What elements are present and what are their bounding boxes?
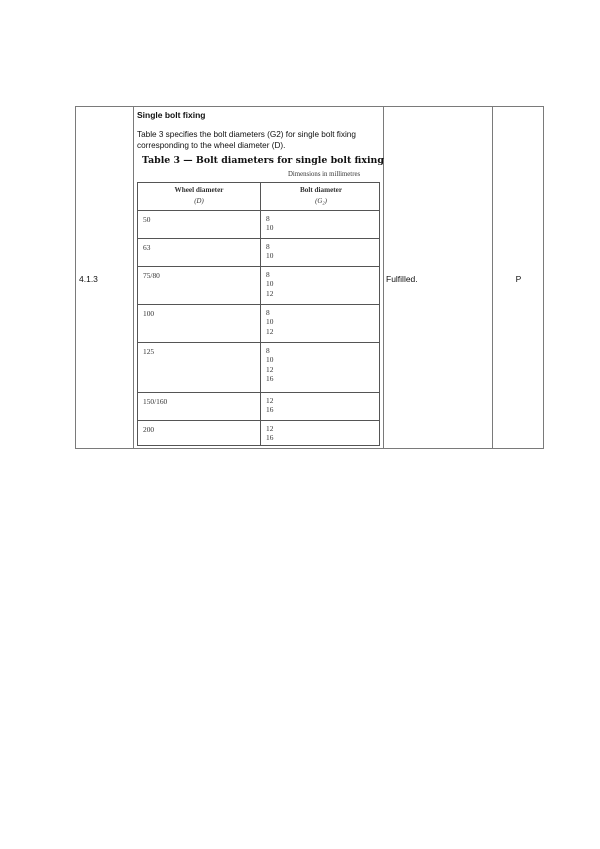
verdict-cell xyxy=(493,107,544,448)
wheel-diameter-symbol: (D) xyxy=(194,198,204,205)
standard-table-units: Dimensions in millimetres xyxy=(288,171,361,178)
bolt-diameter-values: 12 16 xyxy=(266,396,274,415)
clause-cell xyxy=(76,107,134,448)
result-text: Fulfilled. xyxy=(386,274,418,284)
bolt-diameter-header: Bolt diameter xyxy=(299,186,343,194)
table-divider xyxy=(260,183,261,445)
wheel-diameter-value: 200 xyxy=(143,425,155,434)
standard-table-caption: Table 3 — Bolt diameters for single bolt fixing xyxy=(142,155,384,166)
clause-number: 4.1.3 xyxy=(79,274,98,284)
bolt-diameter-values: 8 10 xyxy=(266,242,274,261)
requirement-cell xyxy=(134,107,384,448)
requirement-text: Table 3 specifies the bolt diameters (G2) for single bolt fixing corresponding to the wheel diameter (D). xyxy=(137,130,356,150)
wheel-diameter-value: 100 xyxy=(143,309,155,318)
verdict-text: P xyxy=(515,274,522,284)
table-row xyxy=(138,266,379,298)
bolt-diameter-values: 8 10 12 xyxy=(266,308,274,336)
requirement-title: Single bolt fixing xyxy=(137,110,206,120)
bolt-diameter-values: 8 10 12 xyxy=(266,270,274,298)
table-row xyxy=(138,420,379,443)
wheel-diameter-value: 75/80 xyxy=(143,271,160,280)
table-row xyxy=(138,304,379,336)
bolt-diameter-symbol: (G₂) xyxy=(315,198,327,205)
wheel-diameter-header: Wheel diameter xyxy=(174,186,224,194)
table-row xyxy=(138,392,379,415)
table-row xyxy=(138,238,379,261)
table-row xyxy=(138,210,379,233)
table-row xyxy=(138,342,379,383)
result-cell xyxy=(384,107,493,448)
test-report-table xyxy=(75,106,544,449)
bolt-diameter-values: 8 10 12 16 xyxy=(266,346,274,383)
wheel-diameter-value: 63 xyxy=(143,243,151,252)
bolt-diameter-values: 8 10 xyxy=(266,214,274,233)
wheel-diameter-value: 50 xyxy=(143,215,151,224)
wheel-diameter-value: 150/160 xyxy=(143,397,168,406)
bolt-diameter-table xyxy=(137,182,380,446)
bolt-diameter-values: 12 16 xyxy=(266,424,274,443)
wheel-diameter-value: 125 xyxy=(143,347,155,356)
